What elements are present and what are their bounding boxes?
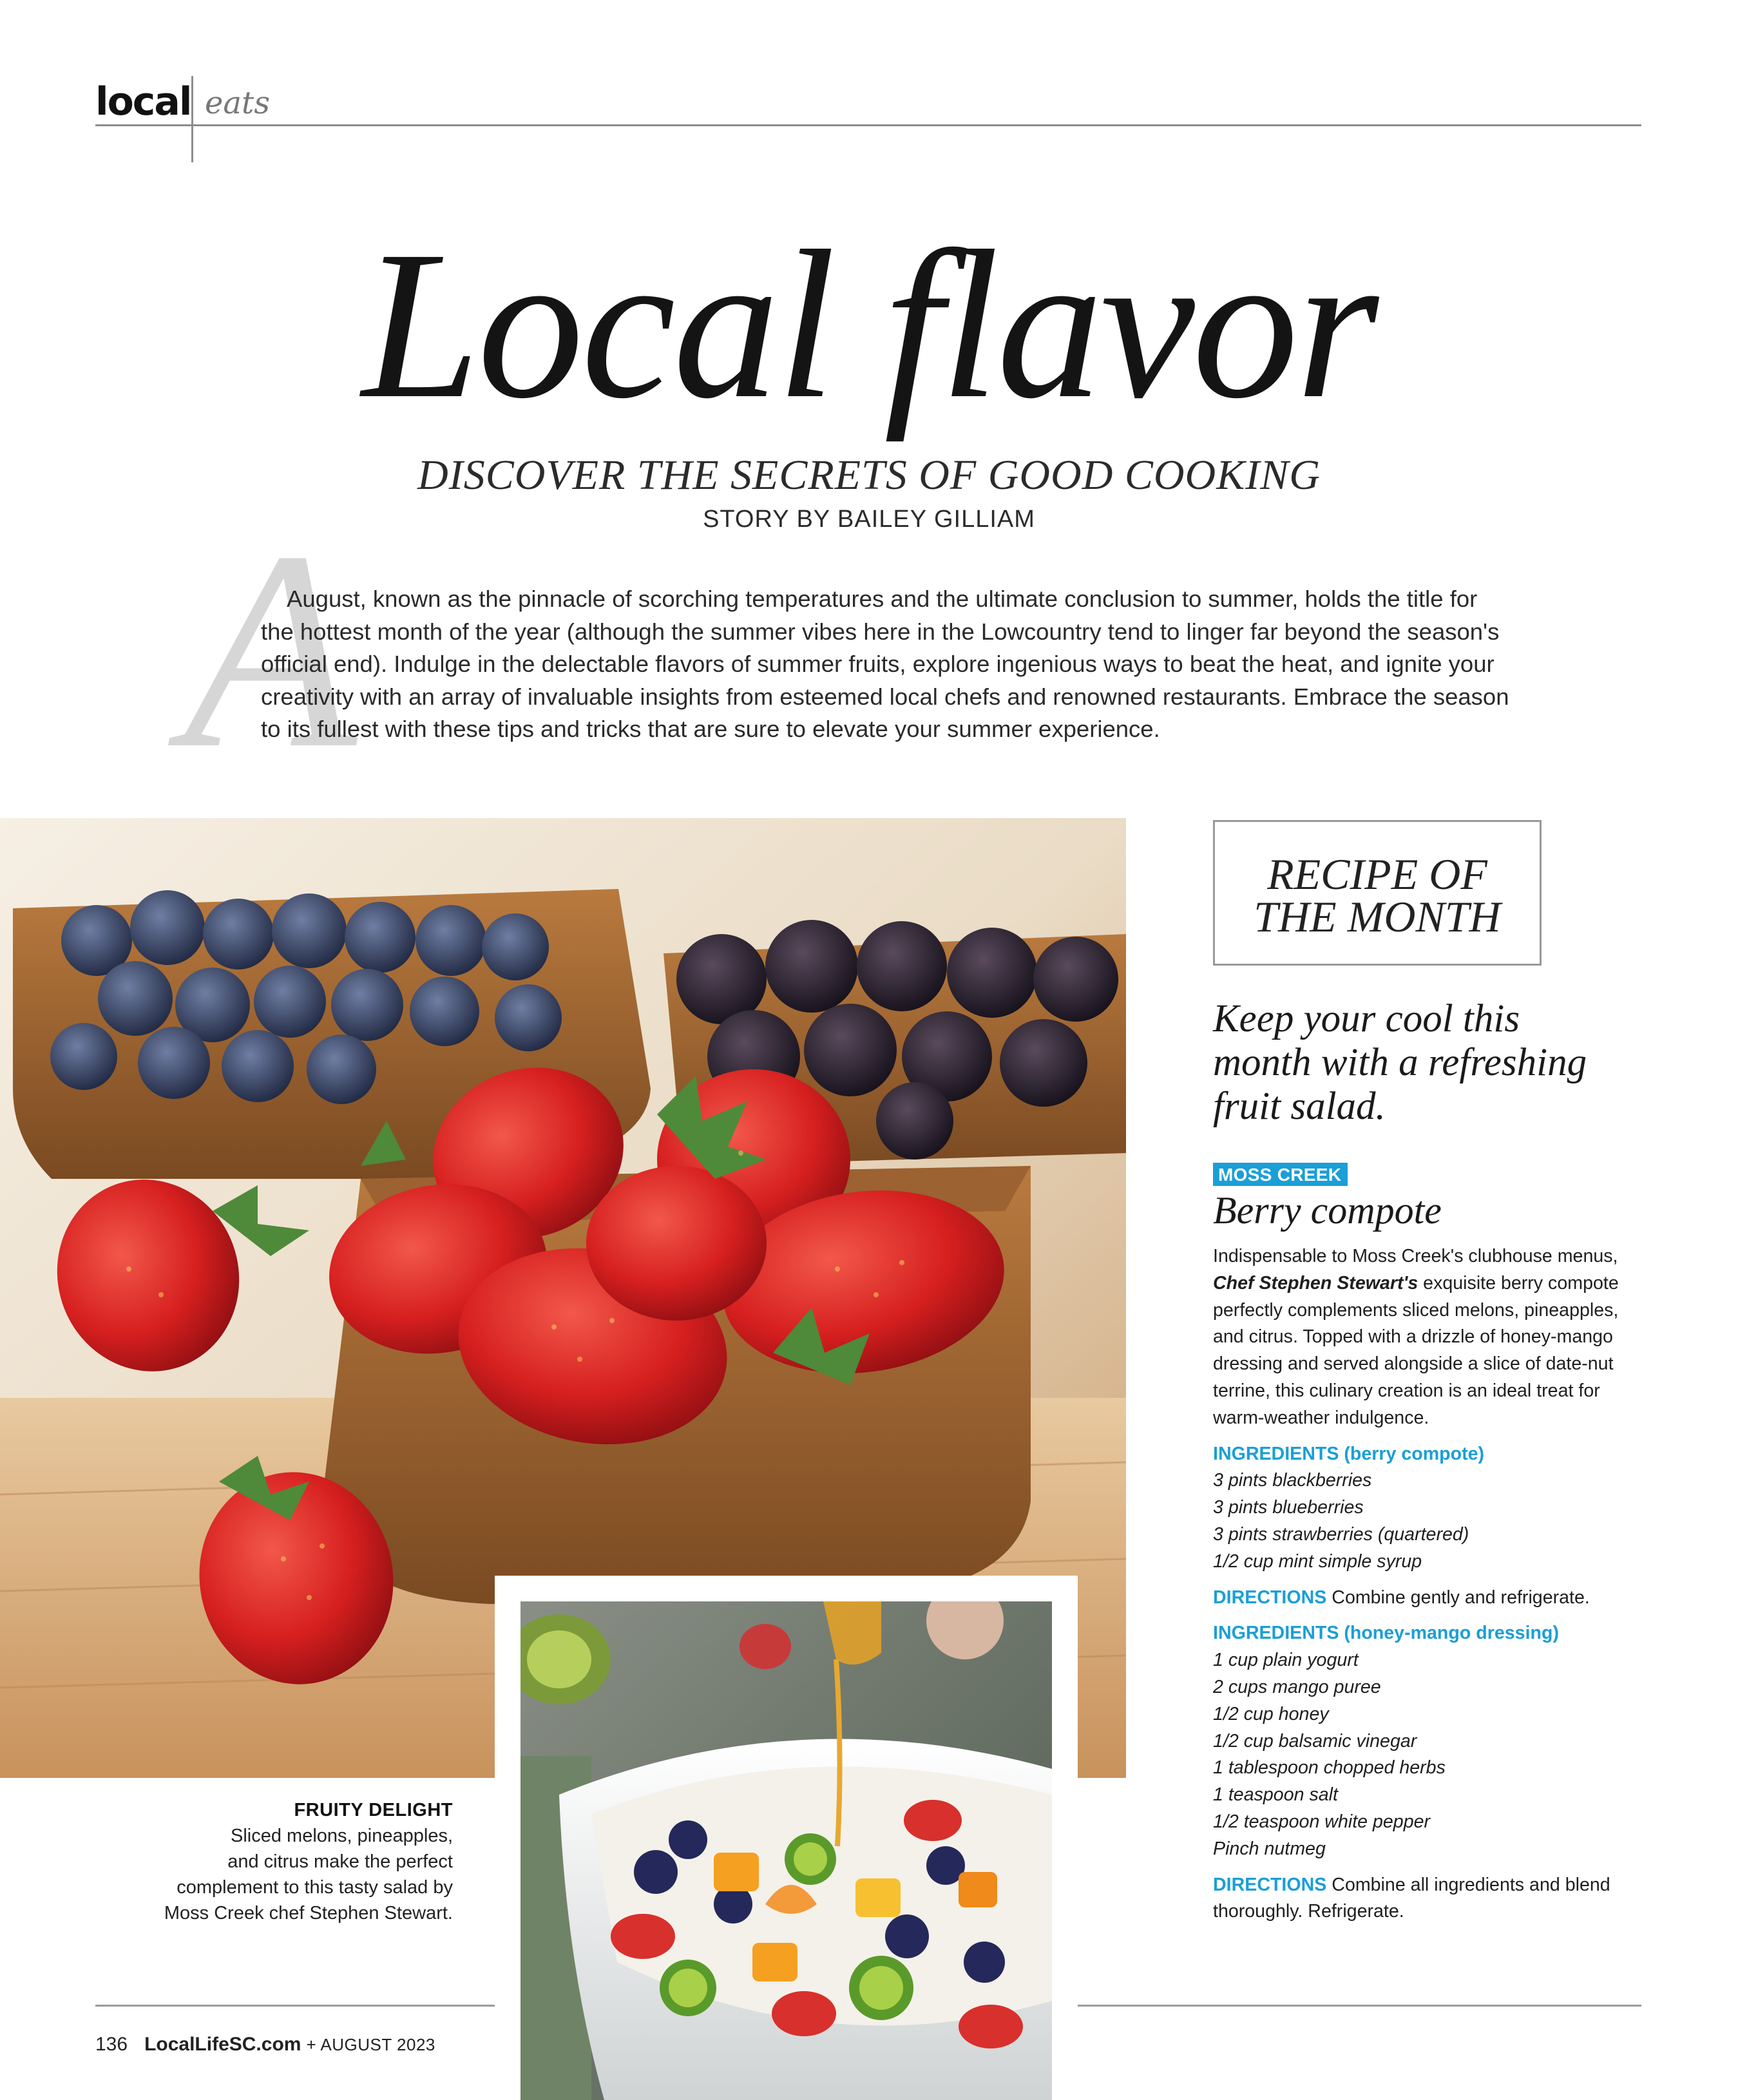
tagline-line: Keep your cool this (1213, 997, 1520, 1040)
recipe-box-line: THE MONTH (1254, 892, 1501, 941)
section-sublabel: eats (205, 85, 270, 121)
directions (1213, 1872, 1638, 1926)
recipe-body (1213, 1243, 1638, 1925)
issue-date: + AUGUST 2023 (306, 2035, 435, 2054)
recipe-of-month-box (1213, 820, 1542, 966)
ingredient-item: Pinch nutmeg (1213, 1838, 1326, 1859)
ingredient-item: 3 pints blackberries (1213, 1470, 1372, 1491)
desc-text: Indispensable to Moss Creek's clubhouse menus, (1213, 1246, 1618, 1266)
ingredient-item: 1/2 cup mint simple syrup (1213, 1551, 1422, 1572)
ingredient-item: 3 pints blueberries (1213, 1497, 1364, 1518)
header-divider (191, 76, 193, 162)
directions-text: Combine all ingredients and blend thoroughly. Refrigerate. (1213, 1874, 1610, 1922)
recipe-description (1213, 1243, 1638, 1432)
ingredient-item: 1/2 cup balsamic vinegar (1213, 1730, 1417, 1752)
page-footer (95, 2034, 435, 2056)
fruit-salad-photo (520, 1601, 1052, 2100)
directions (1213, 1585, 1638, 1612)
chef-name: Chef Stephen Stewart's (1213, 1272, 1418, 1293)
site-link[interactable]: LocalLifeSC.com (144, 2034, 301, 2055)
caption-line: Moss Creek chef Stephen Stewart. (164, 1903, 453, 1923)
caption-line: complement to this tasty salad by (177, 1877, 453, 1898)
ingredients-heading: INGREDIENTS (berry compote) (1213, 1443, 1485, 1464)
ingredients-list (1213, 1467, 1638, 1575)
restaurant-tag: MOSS CREEK (1213, 1163, 1348, 1186)
ingredient-item: 1 teaspoon salt (1213, 1784, 1338, 1806)
footer-rule (1078, 2005, 1641, 2007)
ingredient-item: 1/2 teaspoon white pepper (1213, 1811, 1431, 1832)
photo-caption (97, 1797, 453, 1926)
directions-label: DIRECTIONS (1213, 1874, 1327, 1895)
ingredients-heading: INGREDIENTS (honey-mango dressing) (1213, 1623, 1559, 1644)
ingredient-item: 2 cups mango puree (1213, 1676, 1381, 1697)
article-byline: STORY BY BAILEY GILLIAM (703, 506, 1035, 533)
section-label: local (95, 79, 191, 124)
recipe-name: Berry compote (1213, 1189, 1442, 1232)
recipe-box-line: RECIPE OF (1267, 850, 1487, 899)
ingredients-list (1213, 1647, 1638, 1862)
caption-title: FRUITY DELIGHT (294, 1800, 453, 1820)
caption-line: and citrus make the perfect (227, 1851, 453, 1872)
ingredient-item: 1/2 cup honey (1213, 1703, 1329, 1724)
article-title: Local flavor (361, 207, 1377, 443)
tagline-line: month with a refreshing (1213, 1041, 1587, 1084)
intro-paragraph: August, known as the pinnacle of scorching temperatures and the ultimate conclusion to summer, holds the title for the hottest month of the year (although the summer vibes here in the Lowcountry tend to linger far beyond the season's official end). Indulge in the delectable flavors of summer fruits, explore ingenious ways to beat the heat, and ignite your creativity with an array of invaluable insights from esteemed local chefs and renowned restaurants. Embrace the season to its fullest with these tips and tricks that are sure to elevate your summer experience. (261, 586, 1509, 742)
footer-rule (95, 2005, 495, 2007)
ingredient-item: 1 cup plain yogurt (1213, 1650, 1359, 1671)
directions-text: Combine gently and refrigerate. (1326, 1587, 1590, 1608)
tagline-line: fruit salad. (1213, 1085, 1386, 1128)
sidebar-tagline (1213, 997, 1612, 1129)
directions-label: DIRECTIONS (1213, 1587, 1327, 1608)
header-rule (95, 124, 1641, 126)
article-subtitle: DISCOVER THE SECRETS OF GOOD COOKING (417, 452, 1321, 499)
ingredient-item: 3 pints strawberries (quartered) (1213, 1523, 1469, 1545)
drop-cap: A (184, 493, 357, 807)
ingredient-item: 1 tablespoon chopped herbs (1213, 1757, 1446, 1779)
desc-text: exquisite berry compote perfectly complements sliced melons, pineapples, and citrus. Topped with a drizzle of honey-mango dressing and served alongside a slice of date-nut terrine, this culinary creation is an ideal treat for warm-weather indulgence. (1213, 1272, 1619, 1428)
page-number: 136 (95, 2034, 128, 2055)
caption-line: Sliced melons, pineapples, (231, 1826, 453, 1846)
